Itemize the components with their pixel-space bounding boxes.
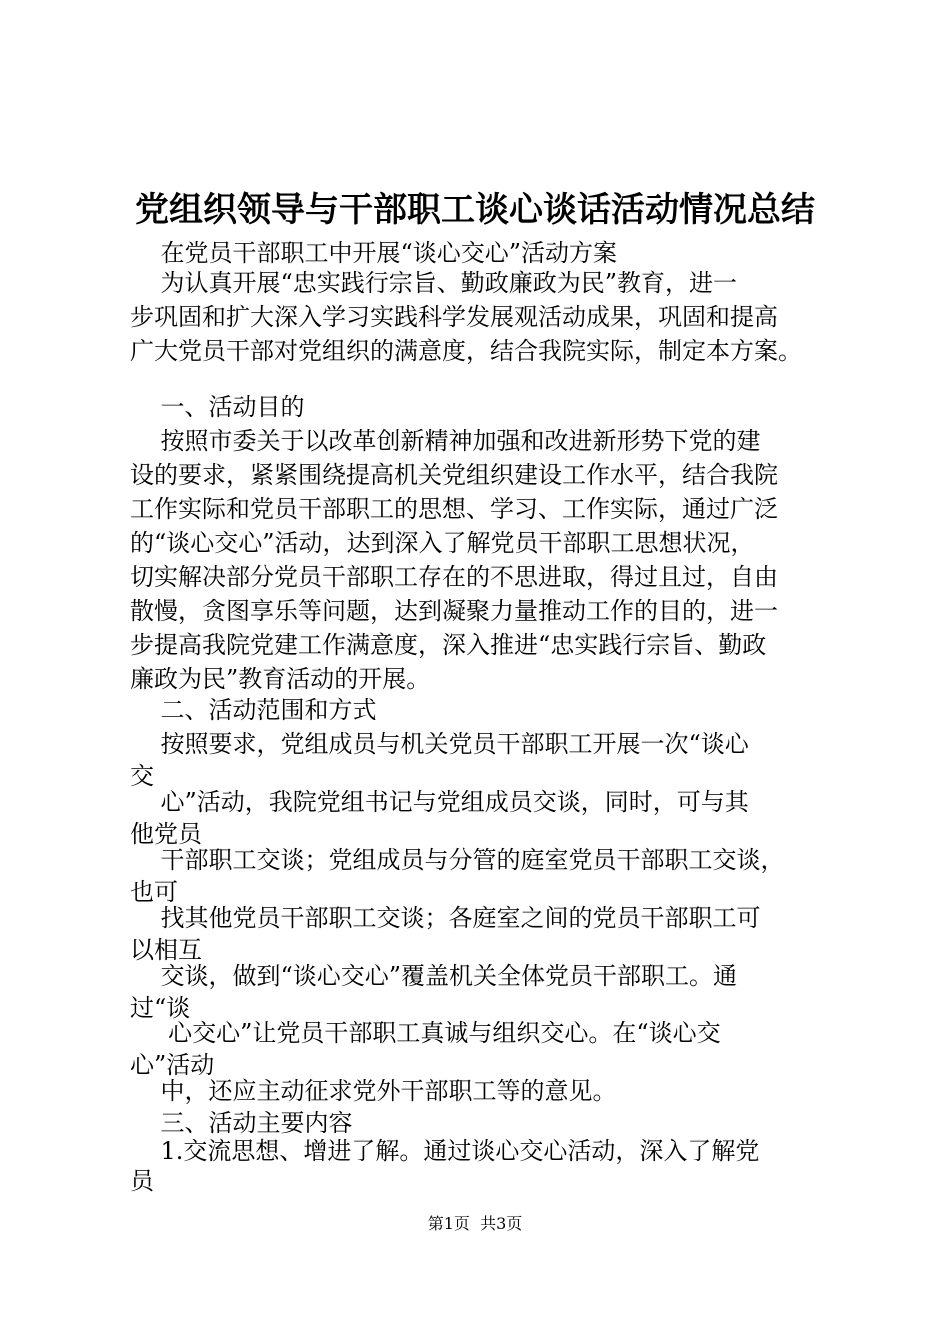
- body-text-line: 一、活动目的: [130, 393, 305, 421]
- body-text-line: 二、活动范围和方式: [130, 696, 377, 724]
- body-text-line: 设的要求，紧紧围绕提高机关党组织建设工作水平，结合我院: [130, 461, 778, 489]
- body-text-line: 心交心”让党员干部职工真诚与组织交心。在“谈心交: [130, 1019, 721, 1047]
- body-text-line: 的“谈心交心”活动，达到深入了解党员干部职工思想状况，: [130, 529, 755, 557]
- body-text-line: 三、活动主要内容: [130, 1109, 353, 1137]
- body-text-line: 在党员干部职工中开展“谈心交心”活动方案: [130, 239, 618, 267]
- body-text-line: 按照要求，党组成员与机关党员干部职工开展一次“谈心: [130, 730, 749, 758]
- body-text-line: 步提高我院党建工作满意度，深入推进“忠实践行宗旨、勤政: [130, 631, 767, 659]
- page-number-footer: 第1页 共3页: [427, 1214, 523, 1233]
- body-text-line: 心”活动: [130, 1051, 215, 1079]
- body-text-line: 找其他党员干部职工交谈；各庭室之间的党员干部职工可: [130, 904, 761, 932]
- body-text-line: 散慢，贪图享乐等问题，达到凝聚力量推动工作的目的，进一: [130, 597, 778, 625]
- body-text-line: 过“谈: [130, 994, 191, 1022]
- body-text-line: 中，还应主动征求党外干部职工等的意见。: [130, 1077, 617, 1105]
- body-text-line: 广大党员干部对党组织的满意度，结合我院实际，制定本方案。: [130, 337, 802, 365]
- body-text-line: 交谈，做到“谈心交心”覆盖机关全体党员干部职工。通: [130, 962, 738, 990]
- body-text-line: 也可: [130, 878, 178, 906]
- body-text-line: 为认真开展“忠实践行宗旨、勤政廉政为民”教育，进一: [130, 269, 738, 297]
- document-title: 党组织领导与干部职工谈心谈话活动情况总结: [135, 190, 815, 230]
- body-text-line: 按照市委关于以改革创新精神加强和改进新形势下党的建: [130, 427, 761, 455]
- body-text-line: 员: [130, 1167, 154, 1195]
- body-text-line: 廉政为民”教育活动的开展。: [130, 665, 431, 693]
- body-text-line: 交: [130, 762, 154, 790]
- body-text-line: 心”活动，我院党组书记与党组成员交谈，同时，可与其: [130, 788, 749, 816]
- body-text-line: 切实解决部分党员干部职工存在的不思进取，得过且过，自由: [130, 563, 778, 591]
- body-text-line: 以相互: [130, 936, 202, 964]
- body-text-line: 步巩固和扩大深入学习实践科学发展观活动成果，巩固和提高: [130, 303, 778, 331]
- body-text-line: 1.交流思想、增进了解。通过谈心交心活动，深入了解党: [130, 1137, 760, 1165]
- body-text-line: 他党员: [130, 820, 202, 848]
- body-text-line: 干部职工交谈；党组成员与分管的庭室党员干部职工交谈，: [130, 846, 785, 874]
- body-text-line: 工作实际和党员干部职工的思想、学习、工作实际，通过广泛: [130, 495, 778, 523]
